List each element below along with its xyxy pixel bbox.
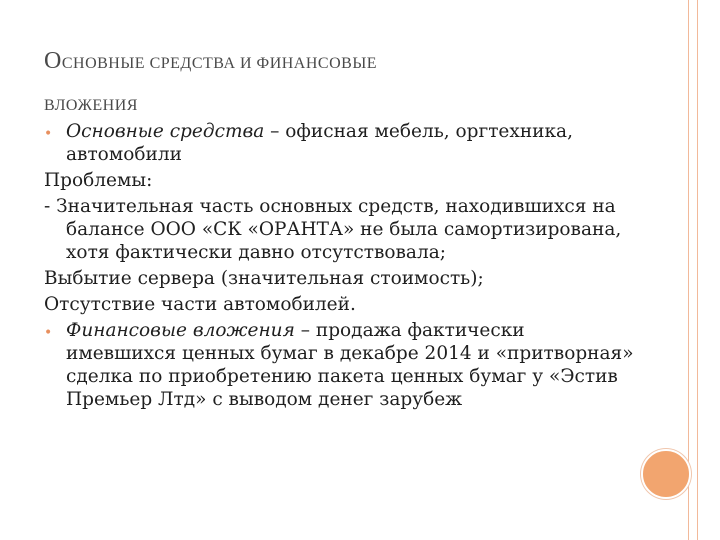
bullet-item-financial-investments xyxy=(44,319,634,411)
decorative-line-left xyxy=(688,0,689,540)
bullet-item-fixed-assets xyxy=(44,120,634,166)
item-text: – продажа фактически имевшихся ценных бумаг в декабре 2014 и «притворная» сделка по приобретению пакета ценных бумаг у «Эстив Премьер Лтд» с выводом денег зарубеж xyxy=(66,320,634,410)
problem-item-server: Выбытие сервера (значительная стоимость); xyxy=(44,268,484,289)
bullet-icon: • xyxy=(44,325,53,341)
title-initial: О xyxy=(44,48,62,74)
decorative-line-right xyxy=(697,0,698,540)
problems-heading: Проблемы: xyxy=(44,170,153,191)
title-line-2: ВЛОЖЕНИЯ xyxy=(44,97,138,114)
term-financial-investments: Финансовые вложения xyxy=(66,320,295,341)
item-text: – офисная мебель, оргтехника, автомобили xyxy=(66,121,573,165)
problem-item-vehicles: Отсутствие части автомобилей. xyxy=(44,294,356,315)
slide-title xyxy=(44,40,644,127)
slide-body xyxy=(44,120,634,414)
term-fixed-assets: Основные средства xyxy=(66,121,265,142)
decorative-circle xyxy=(641,449,691,499)
title-line-1: СНОВНЫЕ СРЕДСТВА И ФИНАНСОВЫЕ xyxy=(61,55,378,72)
bullet-icon: • xyxy=(44,126,53,142)
problem-item-depreciation: - Значительная часть основных средств, находившихся на балансе ООО «СК «ОРАНТА» не была самортизирована, хотя фактически давно отсутствовала; xyxy=(44,196,622,263)
